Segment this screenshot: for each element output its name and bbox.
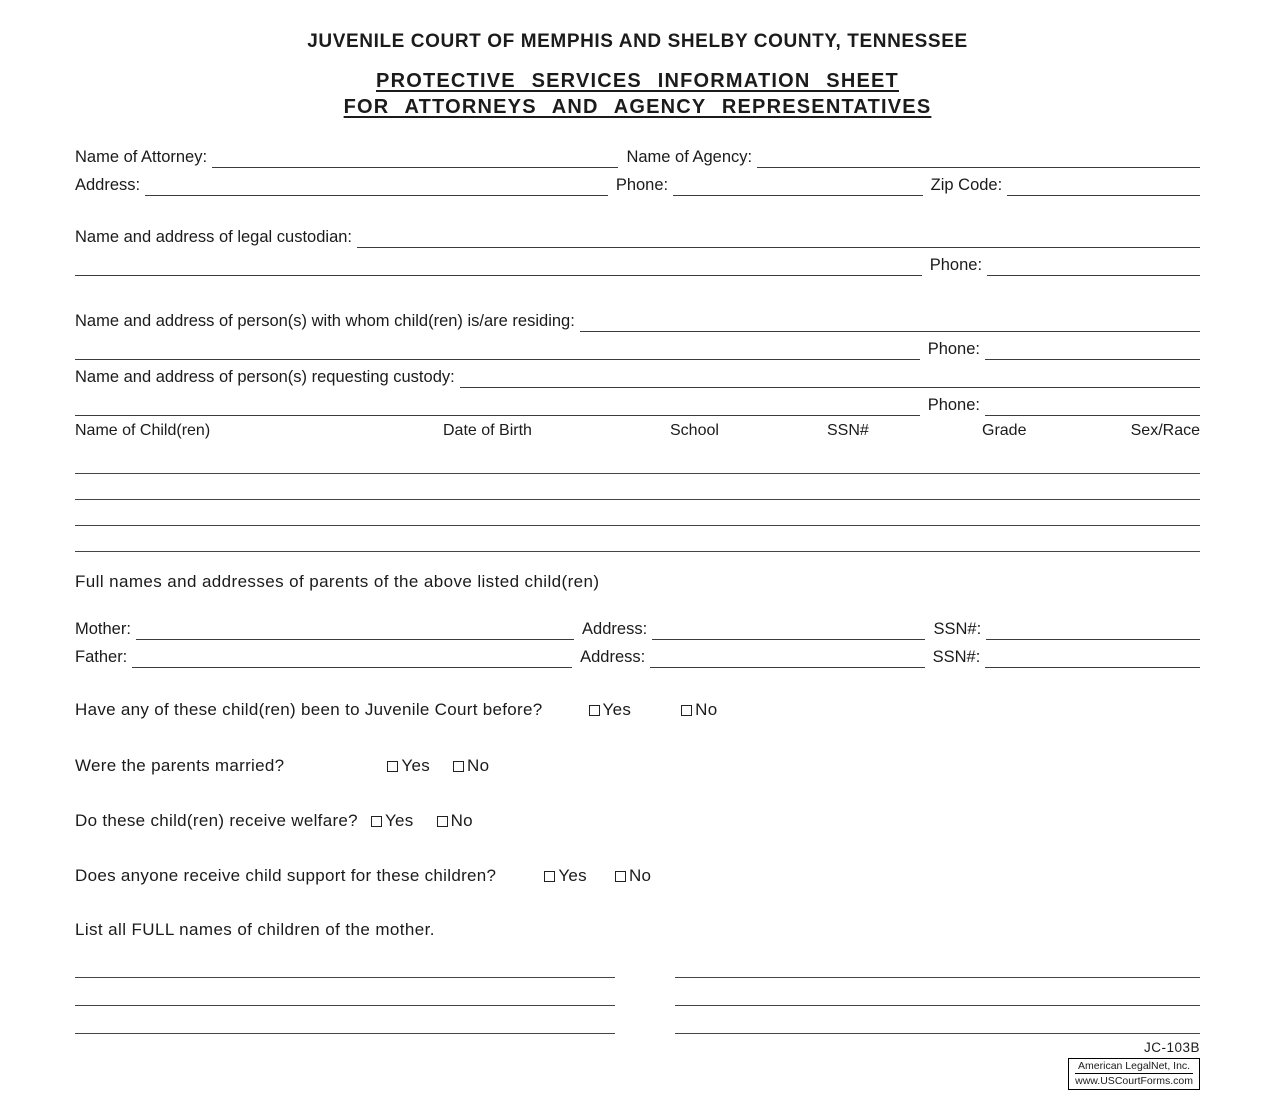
custodian-row (75, 224, 1200, 248)
father-row (75, 644, 1200, 668)
mother-ssn-input-line[interactable] (986, 620, 1200, 640)
parents-married-no-checkbox[interactable] (453, 761, 464, 772)
children-table-row-3[interactable] (75, 500, 1200, 526)
yes-label: Yes (558, 866, 587, 885)
publisher-url: www.USCourtForms.com (1075, 1075, 1193, 1087)
child-support-no-checkbox[interactable] (615, 871, 626, 882)
child-name-line-left-3[interactable] (75, 1006, 615, 1034)
mother-ssn-label: SSN#: (933, 620, 982, 638)
court-before-yes-option[interactable] (589, 700, 632, 720)
mother-address-label: Address: (582, 620, 648, 638)
publisher-wrap (75, 1058, 1200, 1090)
father-ssn-input-line[interactable] (985, 648, 1200, 668)
residing-phone-row (75, 336, 1200, 360)
question-child-support-row (75, 864, 1200, 888)
form-number: JC-103B (1143, 1040, 1200, 1055)
custodian-phone-row (75, 252, 1200, 276)
attorney-label: Name of Attorney: (75, 148, 208, 166)
form-page (75, 0, 1200, 1090)
residing-label: Name and address of person(s) with whom child(ren) is/are residing: (75, 312, 575, 330)
mother-children-lines (75, 950, 1200, 1034)
parents-married-yes-checkbox[interactable] (387, 761, 398, 772)
court-before-no-checkbox[interactable] (681, 705, 692, 716)
col-name-of-children: Name of Child(ren) (75, 422, 211, 439)
requesting-phone-input-line[interactable] (985, 396, 1200, 416)
no-label: No (628, 866, 652, 885)
requesting-input-line-2[interactable] (75, 396, 920, 416)
yes-label: Yes (401, 756, 431, 775)
residing-row (75, 308, 1200, 332)
zip-label: Zip Code: (930, 176, 1003, 194)
custodian-label: Name and address of legal custodian: (75, 228, 353, 246)
children-table-row-1[interactable] (75, 448, 1200, 474)
attorney-input-line[interactable] (212, 148, 618, 168)
agency-input-line[interactable] (757, 148, 1200, 168)
parents-heading: Full names and addresses of parents of the above listed child(ren) (75, 572, 600, 591)
publisher-box (1068, 1058, 1200, 1090)
question-court-before-text: Have any of these child(ren) been to Juvenile Court before? (75, 700, 543, 719)
mother-row (75, 616, 1200, 640)
question-parents-married-row (75, 754, 1200, 778)
phone-input-line[interactable] (673, 176, 923, 196)
child-name-line-left-2[interactable] (75, 978, 615, 1006)
receive-welfare-no-checkbox[interactable] (437, 816, 448, 827)
custodian-phone-input-line[interactable] (987, 256, 1200, 276)
residing-input-line-2[interactable] (75, 340, 920, 360)
col-ssn: SSN# (827, 422, 869, 439)
question-receive-welfare-row (75, 809, 1200, 833)
residing-phone-label: Phone: (927, 340, 980, 358)
parents-married-no-option[interactable] (453, 756, 489, 776)
yes-label: Yes (602, 700, 632, 719)
child-support-yes-checkbox[interactable] (544, 871, 555, 882)
receive-welfare-no-option[interactable] (437, 811, 473, 831)
custodian-phone-label: Phone: (929, 256, 983, 274)
court-before-no-option[interactable] (681, 700, 717, 720)
no-label: No (450, 811, 473, 830)
children-table-header (75, 418, 1200, 440)
father-name-input-line[interactable] (132, 648, 572, 668)
question-receive-welfare-text: Do these child(ren) receive welfare? (75, 811, 358, 830)
question-court-before-row (75, 698, 1200, 722)
receive-welfare-yes-option[interactable] (371, 811, 414, 831)
requesting-input-line[interactable] (460, 368, 1200, 388)
no-label: No (695, 700, 718, 719)
custodian-input-line[interactable] (357, 228, 1200, 248)
agency-label: Name of Agency: (626, 148, 753, 166)
mother-label: Mother: (75, 620, 131, 638)
requesting-phone-label: Phone: (927, 396, 980, 414)
form-title (75, 68, 1200, 120)
father-ssn-label: SSN#: (932, 648, 981, 666)
requesting-phone-row (75, 392, 1200, 416)
mother-children-right-column (675, 950, 1200, 1034)
phone-label: Phone: (615, 176, 669, 194)
children-table-row-2[interactable] (75, 474, 1200, 500)
mother-name-input-line[interactable] (136, 620, 574, 640)
col-sex-race: Sex/Race (1130, 422, 1200, 439)
no-label: No (467, 756, 490, 775)
col-date-of-birth: Date of Birth (443, 422, 532, 439)
address-label: Address: (75, 176, 141, 194)
court-before-yes-checkbox[interactable] (589, 705, 600, 716)
requesting-row (75, 364, 1200, 388)
mother-children-heading: List all FULL names of children of the mother. (75, 920, 435, 939)
children-table-row-4[interactable] (75, 526, 1200, 552)
residing-input-line[interactable] (580, 312, 1200, 332)
residing-phone-input-line[interactable] (985, 340, 1200, 360)
yes-label: Yes (384, 811, 414, 830)
child-name-line-right-2[interactable] (675, 978, 1200, 1006)
mother-address-input-line[interactable] (652, 620, 925, 640)
child-name-line-left-1[interactable] (75, 950, 615, 978)
question-child-support-text: Does anyone receive child support for these children? (75, 866, 497, 885)
requesting-label: Name and address of person(s) requesting custody: (75, 368, 455, 386)
child-support-yes-option[interactable] (544, 866, 587, 886)
col-school: School (670, 422, 719, 439)
parents-married-yes-option[interactable] (387, 756, 430, 776)
address-input-line[interactable] (145, 176, 608, 196)
court-title: JUVENILE COURT OF MEMPHIS AND SHELBY COUNTY, TENNESSEE (307, 31, 968, 52)
attorney-agency-row (75, 144, 1200, 168)
custodian-input-line-2[interactable] (75, 256, 922, 276)
father-address-label: Address: (580, 648, 646, 666)
child-name-line-right-3[interactable] (675, 1006, 1200, 1034)
receive-welfare-yes-checkbox[interactable] (371, 816, 382, 827)
child-name-line-right-1[interactable] (675, 950, 1200, 978)
mother-children-left-column (75, 950, 615, 1034)
form-title-line2: FOR ATTORNEYS AND AGENCY REPRESENTATIVES (343, 96, 932, 118)
zip-input-line[interactable] (1007, 176, 1200, 196)
col-grade: Grade (982, 422, 1027, 439)
father-label: Father: (75, 648, 128, 666)
father-address-input-line[interactable] (650, 648, 924, 668)
address-phone-zip-row (75, 172, 1200, 196)
form-title-line1: PROTECTIVE SERVICES INFORMATION SHEET (376, 70, 899, 92)
child-support-no-option[interactable] (615, 866, 651, 886)
publisher-name: American LegalNet, Inc. (1078, 1060, 1191, 1072)
question-parents-married-text: Were the parents married? (75, 756, 285, 775)
